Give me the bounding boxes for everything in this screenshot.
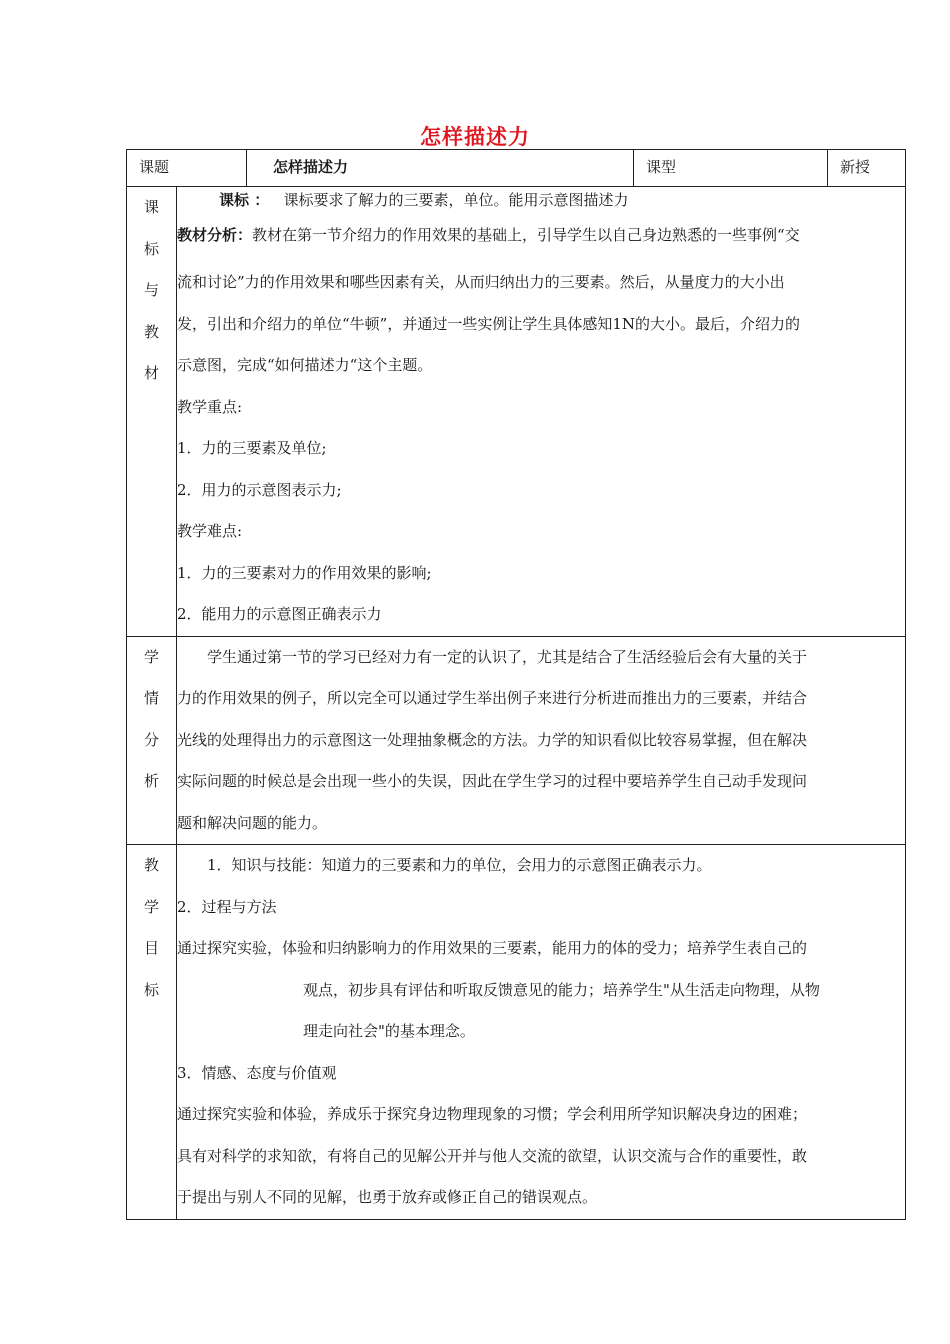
difficulty-item: 1．力的三要素对力的作用效果的影响; — [177, 563, 432, 582]
header-topic-label: 课题 — [139, 158, 170, 176]
section-label: 教 学 目 标 — [127, 845, 177, 1220]
analysis-line: 学生通过第一节的学习已经对力有一定的认识了，尤其是结合了生活经验后会有大量的关于 — [207, 647, 808, 666]
analysis-line: 流和讨论”力的作用效果和哪些因素有关，从而归纳出力的三要素。然后，从量度力的大小出 — [177, 273, 785, 291]
header-type-value: 新授 — [840, 158, 871, 176]
header-row — [127, 150, 906, 187]
analysis-line: 实际问题的时候总是会出现一些小的失误，因此在学生学习的过程中要培养学生自己动手发现问 — [177, 772, 808, 790]
objective-line: 于提出与别人不同的见解，也勇于放弃或修正自己的错误观点。 — [177, 1188, 598, 1206]
kebiao-line: 课标 ： 课标要求了解力的三要素，单位。能用示意图描述力 — [219, 191, 629, 209]
difficulty-item: 2．能用力的示意图正确表示力 — [177, 605, 382, 623]
section-content — [177, 845, 906, 1220]
objective-line: 观点，初步具有评估和听取反馈意见的能力；培养学生"从生活走向物理，从物 — [303, 980, 820, 999]
difficulties-title: 教学难点: — [177, 522, 243, 540]
objective-title: 3．情感、态度与价值观 — [177, 1063, 337, 1082]
section-student-analysis — [127, 636, 906, 845]
objective-line: 具有对科学的求知欲，有将自己的见解公开并与他人交流的欲望，认识交流与合作的重要性，敢 — [177, 1146, 808, 1165]
objective-line: 通过探究实验，体验和归纳影响力的作用效果的三要素，能用力的体的受力；培养学生表自己的 — [177, 939, 808, 957]
key-point-item: 2．用力的示意图表示力; — [177, 480, 342, 499]
section-label: 课 标 与 教 材 — [127, 187, 177, 637]
header-type-label: 课型 — [646, 158, 677, 176]
section-content — [177, 636, 906, 845]
objective-line: 通过探究实验和体验，养成乐于探究身边物理现象的习惯；学会利用所学知识解决身边的困难； — [177, 1105, 808, 1123]
objective-line: 1．知识与技能：知道力的三要素和力的单位，会用力的示意图正确表示力。 — [207, 856, 712, 874]
section-label: 学 情 分 析 — [127, 636, 177, 845]
section-content — [177, 187, 906, 637]
analysis-line: 光线的处理得出力的示意图这一处理抽象概念的方法。力学的知识看似比较容易掌握，但在解决 — [177, 730, 808, 749]
analysis-line: 示意图，完成“如何描述力“这个主题。 — [177, 356, 433, 374]
lesson-plan-table — [126, 149, 906, 1220]
key-points-title: 教学重点: — [177, 397, 243, 416]
analysis-line: 教材分析：教材在第一节介绍力的作用效果的基础上，引导学生以自己身边熟悉的一些事例“交 — [177, 226, 800, 244]
section-curriculum — [127, 187, 906, 637]
document-title: 怎样描述力 — [420, 125, 530, 149]
objective-line: 理走向社会"的基本理念。 — [303, 1022, 475, 1040]
objective-title: 2．过程与方法 — [177, 897, 277, 916]
section-objectives — [127, 845, 906, 1220]
analysis-line: 题和解决问题的能力。 — [177, 813, 328, 832]
header-topic-value: 怎样描述力 — [273, 158, 349, 176]
analysis-line: 发，引出和介绍力的单位“牛顿”，并通过一些实例让学生具体感知1N的大小。最后，介绍力的 — [177, 314, 801, 333]
analysis-line: 力的作用效果的例子，所以完全可以通过学生举出例子来进行分析进而推出力的三要素，并结合 — [177, 689, 808, 707]
key-point-item: 1．力的三要素及单位; — [177, 439, 327, 457]
